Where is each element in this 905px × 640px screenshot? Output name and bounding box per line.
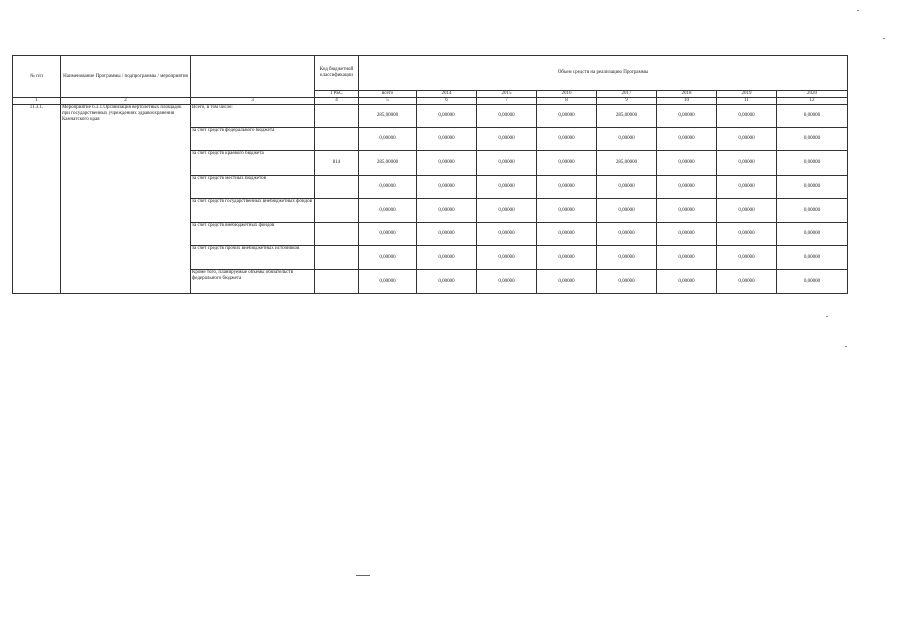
column-number: 4	[315, 98, 359, 105]
year-value: 0,00000	[537, 128, 597, 151]
year-value: 0,00000	[477, 176, 537, 199]
header-total: всего	[359, 91, 417, 98]
header-grbs: ГРБС	[315, 91, 359, 98]
funding-source: за счет средств местных бюджетов	[191, 176, 315, 199]
header-name: Наименование Программы / подпрограммы / мероприятия	[61, 56, 191, 98]
funding-source: Всего, в том числе:	[191, 105, 315, 128]
year-value: 0,00000	[597, 270, 657, 294]
funding-source: Кроме того, планируемые объемы обязательств федерального бюджета	[191, 270, 315, 294]
year-value: 0,00000	[477, 151, 537, 176]
year-value: 0,00000	[537, 105, 597, 128]
total-value: 0,00000	[359, 128, 417, 151]
header-year: 2020	[777, 91, 848, 98]
year-value: 0,00000	[417, 199, 477, 223]
grbs-code	[315, 176, 359, 199]
year-value: 0,00000	[597, 246, 657, 270]
column-number: 5	[359, 98, 417, 105]
year-value: 0,00000	[777, 176, 848, 199]
header-year: 2016	[537, 91, 597, 98]
column-number: 11	[717, 98, 777, 105]
funding-source: за счет средств внебюджетных фондов	[191, 223, 315, 246]
year-value: 0,00000	[777, 246, 848, 270]
year-value: 0,00000	[717, 199, 777, 223]
year-value: 0,00000	[717, 128, 777, 151]
year-value: 0,00000	[777, 270, 848, 294]
total-value: 285,00000	[359, 105, 417, 128]
header-year: 2014	[417, 91, 477, 98]
year-value: 0,00000	[597, 176, 657, 199]
header-number: № п/п	[13, 56, 61, 98]
header-year: 2019	[717, 91, 777, 98]
scan-speck	[883, 38, 885, 39]
column-number: 8	[537, 98, 597, 105]
year-value: 0,00000	[477, 128, 537, 151]
year-value: 0,00000	[777, 223, 848, 246]
year-value: 0,00000	[417, 176, 477, 199]
year-value: 0,00000	[477, 246, 537, 270]
grbs-code	[315, 105, 359, 128]
year-value: 0,00000	[417, 270, 477, 294]
year-value: 0,00000	[717, 223, 777, 246]
year-value: 0,00000	[657, 176, 717, 199]
year-value: 0,00000	[477, 223, 537, 246]
year-value: 0,00000	[657, 199, 717, 223]
year-value: 0,00000	[537, 151, 597, 176]
year-value: 0,00000	[657, 246, 717, 270]
year-value: 0,00000	[417, 246, 477, 270]
year-value: 0,00000	[537, 270, 597, 294]
total-value: 0,00000	[359, 246, 417, 270]
column-number: 6	[417, 98, 477, 105]
year-value: 0,00000	[477, 270, 537, 294]
year-value: 0,00000	[777, 199, 848, 223]
header-source	[191, 56, 315, 98]
year-value: 0,00000	[477, 199, 537, 223]
item-name: Мероприятие 6.3.1.Организация вертолетных площадок при государственных учреждениях здравоохранения Камчатского края	[61, 105, 191, 294]
year-value: 0,00000	[777, 105, 848, 128]
program-funding-table	[12, 55, 848, 294]
header-year: 2015	[477, 91, 537, 98]
year-value: 0,00000	[597, 199, 657, 223]
year-value: 0,00000	[657, 223, 717, 246]
scan-speck	[857, 10, 859, 11]
year-value: 0,00000	[717, 176, 777, 199]
scan-speck	[845, 346, 847, 347]
funding-source: за счет средств краевого бюджета	[191, 151, 315, 176]
column-number: 3	[191, 98, 315, 105]
total-value: 0,00000	[359, 270, 417, 294]
header-budget-code: Код бюджетной классификации	[315, 56, 359, 91]
year-value: 0,00000	[657, 128, 717, 151]
total-value: 0,00000	[359, 176, 417, 199]
year-value: 0,00000	[777, 151, 848, 176]
column-number: 2	[61, 98, 191, 105]
year-value: 0,00000	[657, 151, 717, 176]
year-value: 0,00000	[597, 223, 657, 246]
column-numbering-row	[13, 98, 848, 105]
column-number: 12	[777, 98, 848, 105]
header-year: 2018	[657, 91, 717, 98]
column-number: 7	[477, 98, 537, 105]
grbs-code	[315, 128, 359, 151]
year-value: 0,00000	[777, 128, 848, 151]
year-value: 0,00000	[417, 128, 477, 151]
item-number: 11.3.1.	[13, 105, 61, 294]
funding-source: за счет средств прочих внебюджетных источников	[191, 246, 315, 270]
page-mark	[356, 575, 370, 576]
grbs-code	[315, 199, 359, 223]
year-value: 0,00000	[717, 246, 777, 270]
funding-source: за счет средств федерального бюджета	[191, 128, 315, 151]
column-number: 10	[657, 98, 717, 105]
funding-row	[13, 105, 848, 128]
header-funding-volume: Объем средств на реализацию Программы	[359, 56, 848, 91]
total-value: 0,00000	[359, 199, 417, 223]
year-value: 0,00000	[477, 105, 537, 128]
year-value: 0,00000	[717, 270, 777, 294]
year-value: 0,00000	[717, 151, 777, 176]
year-value: 0,00000	[417, 223, 477, 246]
funding-source: за счет средств государственных внебюджетных фондов	[191, 199, 315, 223]
column-number: 9	[597, 98, 657, 105]
year-value: 285,00000	[597, 151, 657, 176]
grbs-code	[315, 246, 359, 270]
year-value: 0,00000	[537, 199, 597, 223]
grbs-code	[315, 270, 359, 294]
grbs-code: 814	[315, 151, 359, 176]
year-value: 0,00000	[417, 105, 477, 128]
year-value: 0,00000	[537, 246, 597, 270]
year-value: 0,00000	[417, 151, 477, 176]
year-value: 0,00000	[657, 270, 717, 294]
column-number: 1	[13, 98, 61, 105]
total-value: 0,00000	[359, 223, 417, 246]
year-value: 0,00000	[537, 223, 597, 246]
year-value: 0,00000	[597, 128, 657, 151]
year-value: 285,00000	[597, 105, 657, 128]
year-value: 0,00000	[657, 105, 717, 128]
year-value: 0,00000	[537, 176, 597, 199]
header-year: 2017	[597, 91, 657, 98]
grbs-code	[315, 223, 359, 246]
total-value: 285,00000	[359, 151, 417, 176]
scan-speck	[826, 316, 828, 317]
year-value: 0,00000	[717, 105, 777, 128]
